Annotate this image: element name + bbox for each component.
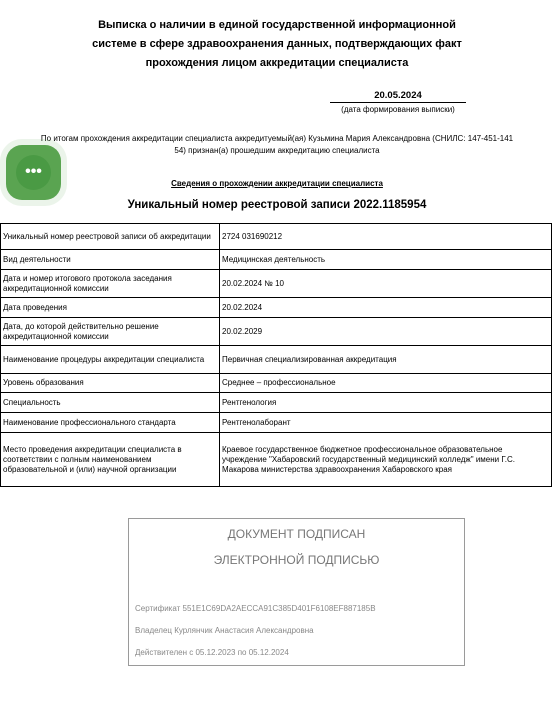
signature-owner: Владелец Курлянчик Анастасия Александровна <box>135 626 314 635</box>
row-value: Медицинская деятельность <box>220 250 552 270</box>
table-row <box>1 270 552 298</box>
signature-stamp <box>128 518 465 666</box>
row-label: Дата, до которой действительно решение аккредитационной комиссии <box>1 318 220 346</box>
table-row <box>1 224 552 250</box>
row-value: Рентгенолаборант <box>220 413 552 433</box>
more-options-button[interactable] <box>6 145 61 200</box>
table-row <box>1 346 552 374</box>
issue-date-caption: (дата формирования выписки) <box>341 105 455 114</box>
registry-number: Уникальный номер реестровой записи 2022.1185954 <box>127 199 427 211</box>
row-value: 20.02.2029 <box>220 318 552 346</box>
issue-date: 20.05.2024 <box>330 90 466 103</box>
accreditation-table <box>0 223 552 487</box>
issue-date-block <box>330 90 466 114</box>
signature-line2: ЭЛЕКТРОННОЙ ПОДПИСЬЮ <box>213 553 380 567</box>
row-value: 20.02.2024 <box>220 298 552 318</box>
title-line: системе в сфере здравоохранения данных, подтверждающих факт <box>92 38 462 50</box>
row-value: Среднее – профессиональное <box>220 374 552 393</box>
row-value: 2724 031690212 <box>220 224 552 250</box>
signature-line1: ДОКУМЕНТ ПОДПИСАН <box>227 527 366 541</box>
intro-line: 54) признан(а) прошедшим аккредитацию специалиста <box>174 146 380 155</box>
section-title: Сведения о прохождении аккредитации специалиста <box>171 179 383 188</box>
table-row <box>1 433 552 487</box>
row-label: Дата проведения <box>1 298 220 318</box>
table-row <box>1 250 552 270</box>
row-value: Рентгенология <box>220 393 552 413</box>
row-label: Вид деятельности <box>1 250 220 270</box>
row-label: Наименование профессионального стандарта <box>1 413 220 433</box>
row-label: Наименование процедуры аккредитации специалиста <box>1 346 220 374</box>
title-line: прохождения лицом аккредитации специалиста <box>145 57 409 69</box>
table-row <box>1 298 552 318</box>
signature-certificate: Сертификат 551E1C69DA2AECCA91C385D401F6108EF887185B <box>135 604 376 613</box>
title-line: Выписка о наличии в единой государственной информационной <box>98 19 456 31</box>
intro-text <box>0 133 554 157</box>
intro-line: По итогам прохождения аккредитации специалиста аккредитуемый(ая) Кузьмина Мария Александровна (СНИЛС: 147-451-141 <box>40 134 514 143</box>
table-row <box>1 374 552 393</box>
row-label: Место проведения аккредитации специалиста в соответствии с полным наименованием образовательной и (или) научной организации <box>1 433 220 487</box>
table-row <box>1 413 552 433</box>
row-value: Краевое государственное бюджетное профессиональное образовательное учреждение "Хабаровский государственный медицинский колледж" имени Г.С. Макарова министерства здравоохранения Хабаровского края <box>220 433 552 487</box>
row-label: Дата и номер итогового протокола заседания аккредитационной комиссии <box>1 270 220 298</box>
row-label: Уникальный номер реестровой записи об аккредитации <box>1 224 220 250</box>
document-title <box>40 16 514 73</box>
row-label: Уровень образования <box>1 374 220 393</box>
more-dots-icon: ••• <box>16 155 51 190</box>
signature-validity: Действителен с 05.12.2023 по 05.12.2024 <box>135 648 289 657</box>
row-value: 20.02.2024 № 10 <box>220 270 552 298</box>
table-row <box>1 318 552 346</box>
row-value: Первичная специализированная аккредитация <box>220 346 552 374</box>
row-label: Специальность <box>1 393 220 413</box>
table-row <box>1 393 552 413</box>
